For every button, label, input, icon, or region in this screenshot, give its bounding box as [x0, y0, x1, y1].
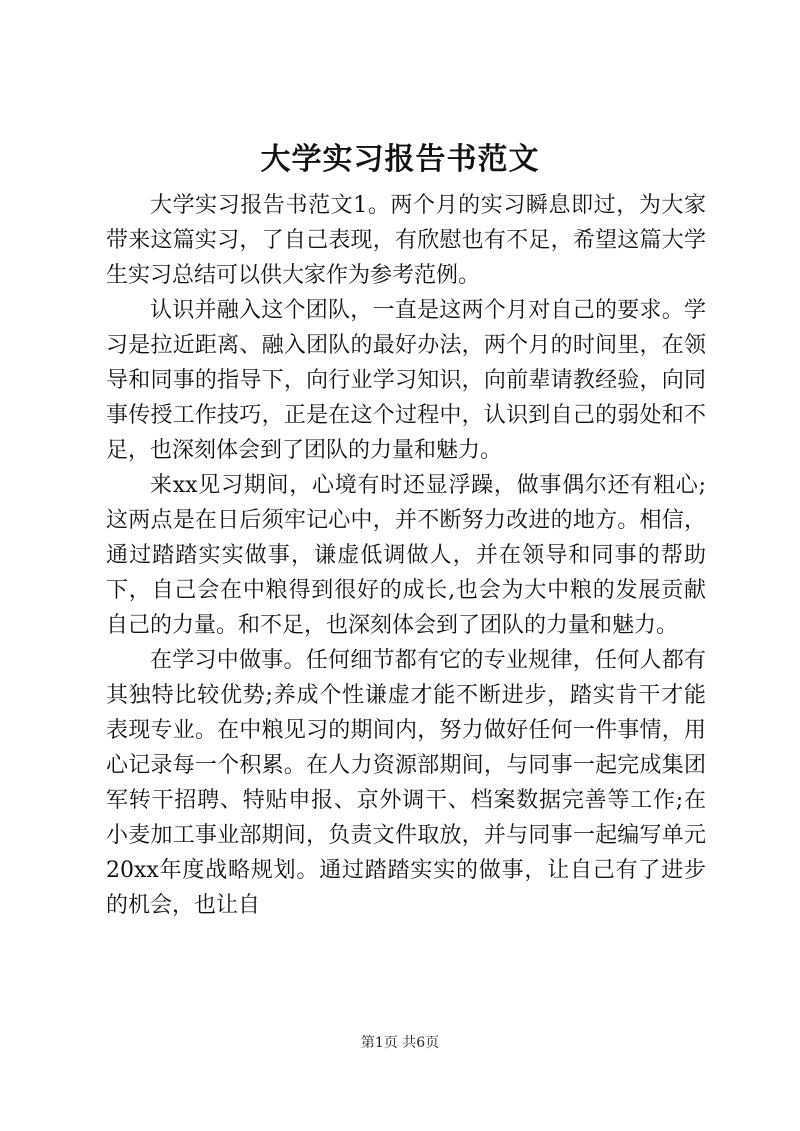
paragraph-4: 在学习中做事。任何细节都有它的专业规律，任何人都有其独特比较优势;养成个性谦虚才能不断进步，踏实肯干才能表现专业。在中粮见习的期间内，努力做好任何一件事情，用心记录每一个积累。在人力资源部期间，与同事一起完成集团军转干招聘、特贴申报、京外调干、档案数据完善等工作;在小麦加工事业部期间，负责文件取放，并与同事一起编写单元20xx年度战略规划。通过踏踏实实的做事，让自己有了进步的机会，也让自 [106, 648, 706, 918]
document-title: 大学实习报告书范文 [260, 142, 540, 177]
paragraph-1: 大学实习报告书范文1。两个月的实习瞬息即过，为大家带来这篇实习，了自己表现，有欣慰也有不足，希望这篇大学生实习总结可以供大家作为参考范例。 [106, 193, 706, 288]
paragraph-3: 来xx见习期间，心境有时还显浮躁，做事偶尔还有粗心;这两点是在日后须牢记心中，并不断努力改进的地方。相信，通过踏踏实实做事，谦虚低调做人，并在领导和同事的帮助下，自己会在中粮得到很好的成长,也会为大中粮的发展贡献自己的力量。和不足，也深刻体会到了团队的力量和魅力。 [106, 473, 706, 638]
document-body [106, 188, 706, 923]
page-footer: 第1页 共6页 [360, 1035, 440, 1051]
paragraph-2: 认识并融入这个团队，一直是这两个月对自己的要求。学习是拉近距离、融入团队的最好办法，两个月的时间里，在领导和同事的指导下，向行业学习知识，向前辈请教经验，向同事传授工作技巧，正是在这个过程中，认识到自己的弱处和不足，也深刻体会到了团队的力量和魅力。 [106, 298, 706, 463]
